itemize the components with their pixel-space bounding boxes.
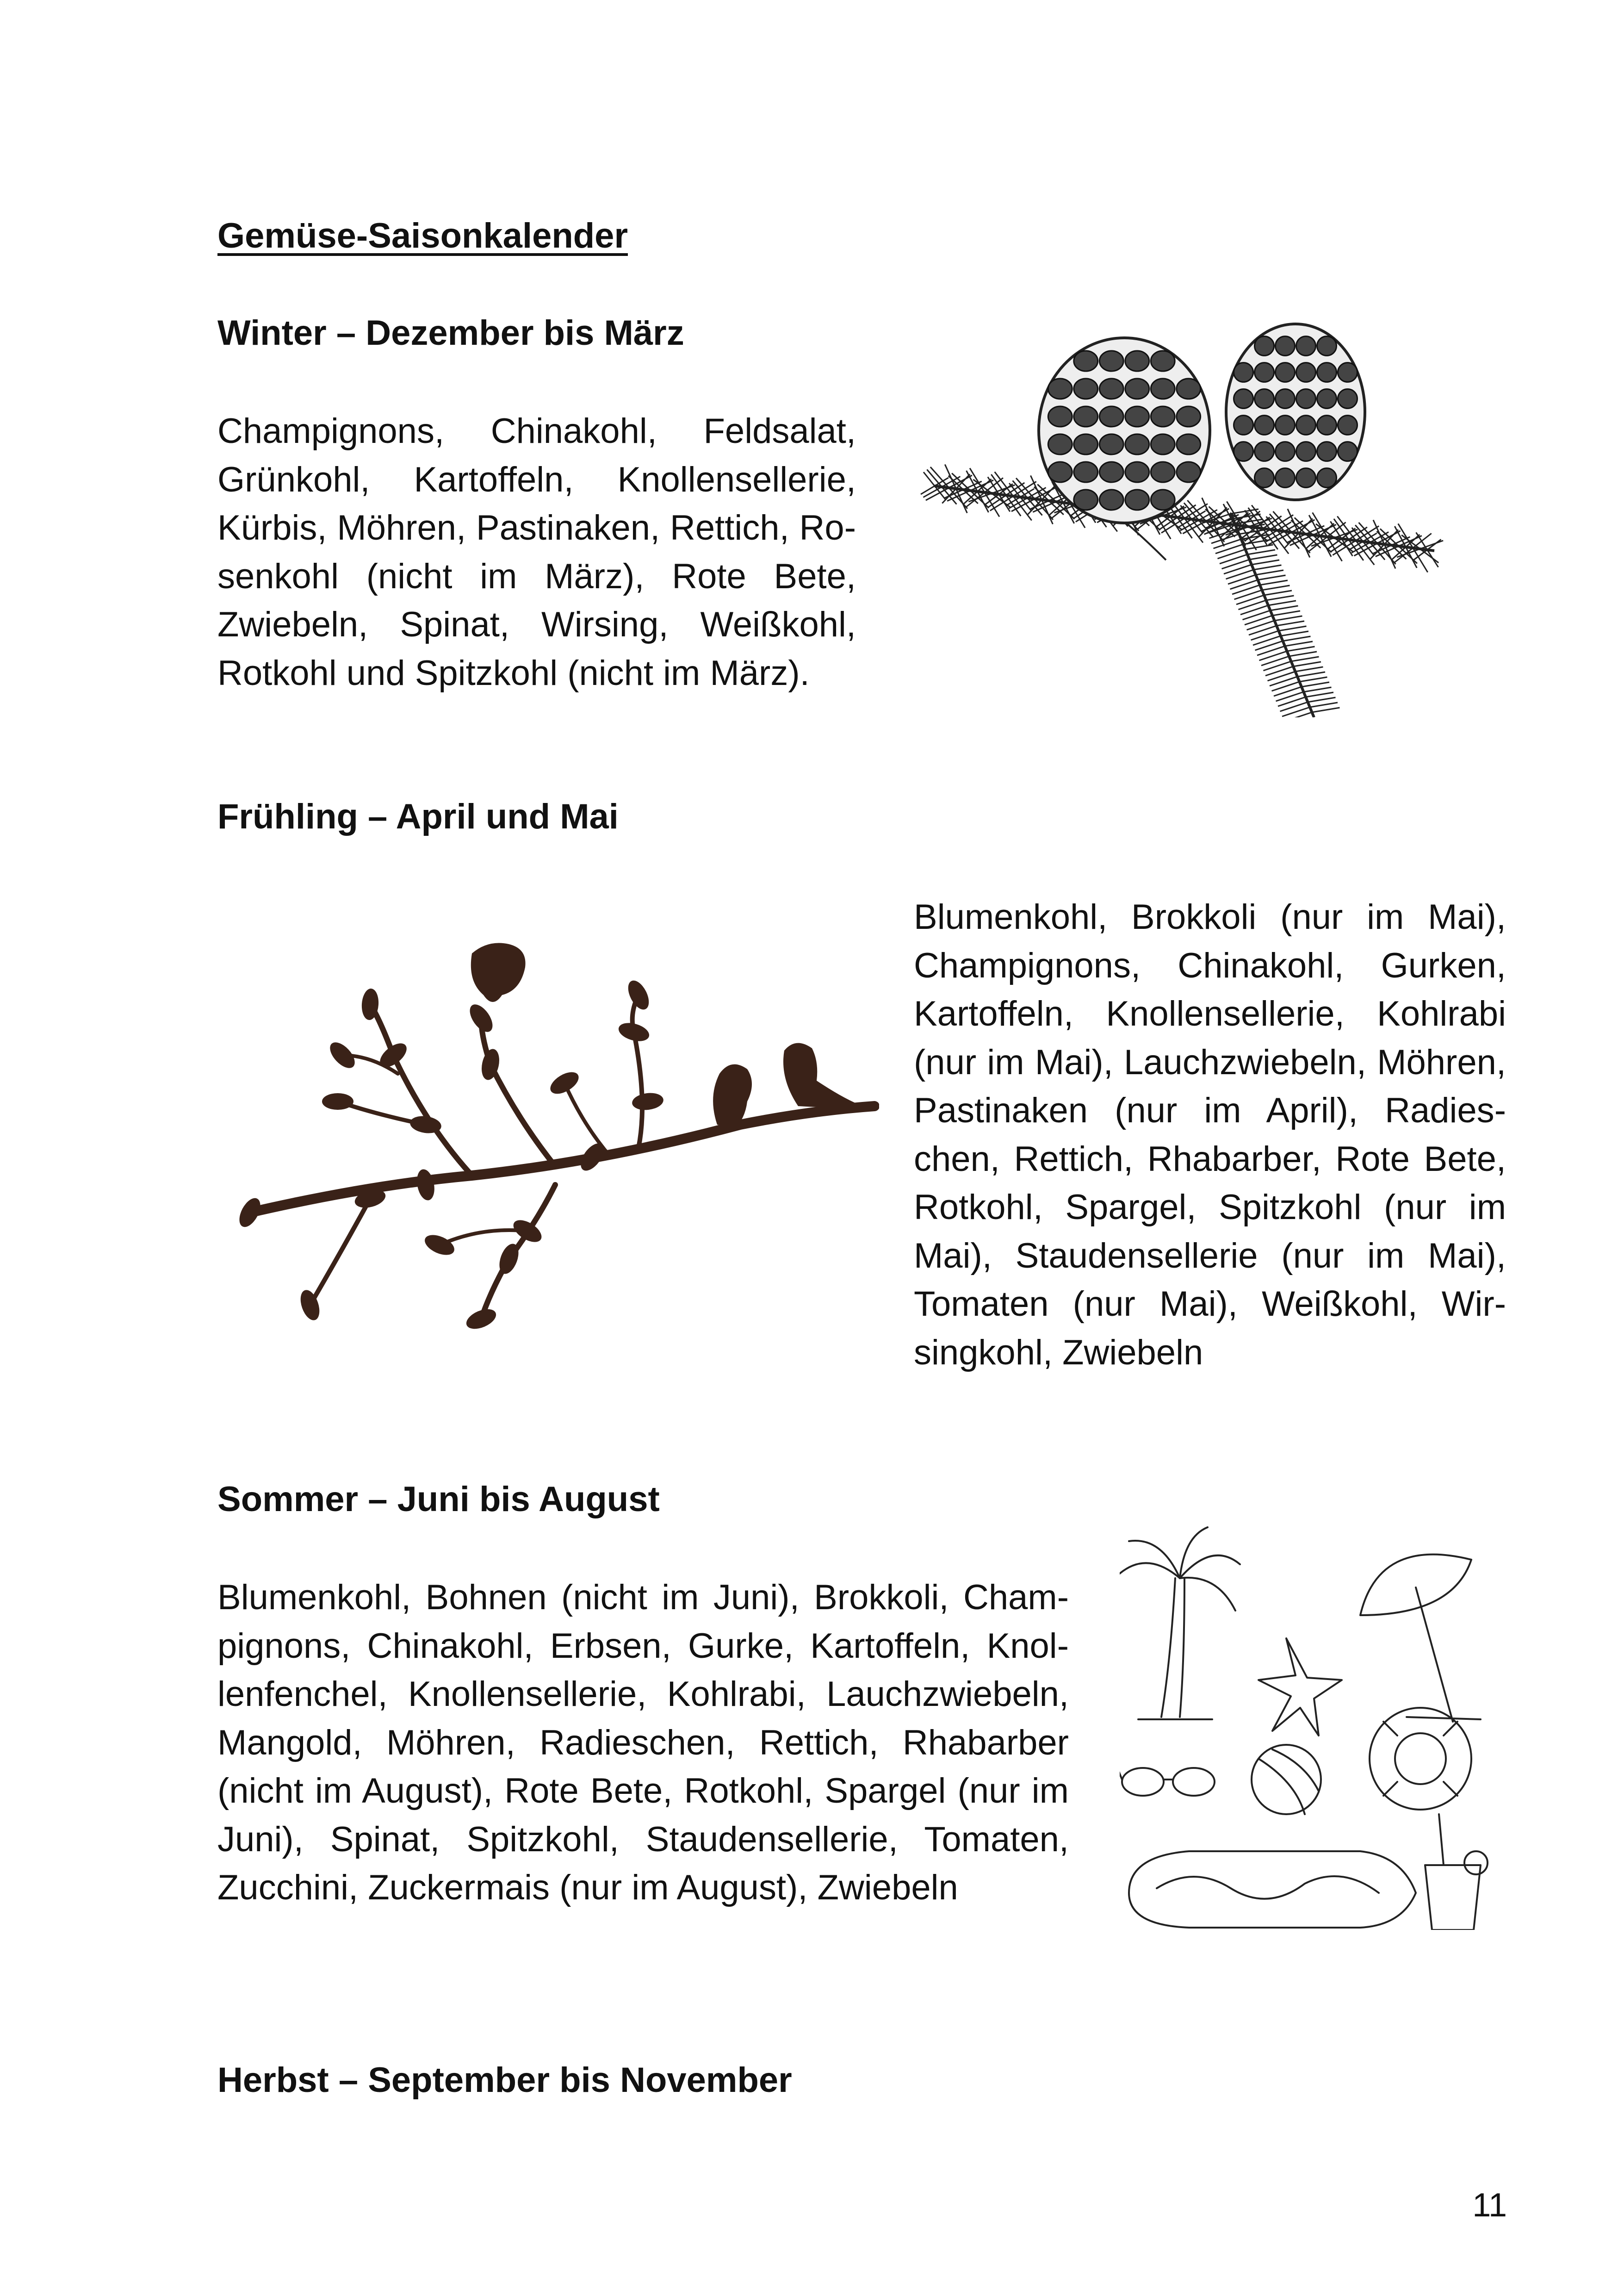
winter-heading: Winter – Dezember bis März bbox=[217, 313, 684, 353]
summer-paragraph: Blumenkohl, Bohnen (nicht im Juni), Brokkoli, Champignons, Chinakohl, Erbsen, Gurke, Kartoffeln, Knollenfenchel, Knollensellerie, Kohlrabi, Lauchzwiebeln, Mangold, Möhren, Radieschen, Rettich, Rhabarber (nicht im August), Rote Bete, Rotkohl, Spargel (nur im Juni), Spinat, Spitzkohl, Staudensellerie, Tomaten, Zucchini, Zuckermais (nur im August), Zwiebeln bbox=[217, 1578, 1069, 1907]
birds-on-branch-icon bbox=[231, 926, 879, 1365]
winter-paragraph: Champignons, Chinakohl, Feldsalat, Grünkohl, Kartoffeln, Knollensellerie, Kürbis, Möhren, Pastinaken, Rettich, Rosenkohl (nicht im März), Rote Bete, Zwiebeln, Spinat, Wirsing, Weißkohl, Rotkohl und Spitzkohl (nicht im März). bbox=[217, 411, 856, 693]
page-title: Gemüse-Saisonkalender bbox=[217, 216, 628, 255]
beach-items-icon bbox=[1120, 1523, 1490, 1930]
spring-paragraph: Blumenkohl, Brokkoli (nur im Mai), Champignons, Chinakohl, Gurken, Kartoffeln, Knollensellerie, Kohlrabi (nur im Mai), Lauchzwiebeln, Möhren, Pastinaken (nur im April), Radieschen, Rettich, Rhabarber, Rote Bete, Rotkohl, Spargel, Spitzkohl (nur im Mai), Staudensellerie (nur im Mai), Tomaten (nur Mai), Weißkohl, Wirsingkohl, Zwiebeln bbox=[914, 897, 1506, 1372]
autumn-heading: Herbst – September bis November bbox=[217, 2060, 792, 2100]
spring-heading: Frühling – April und Mai bbox=[217, 797, 619, 836]
page-number: 11 bbox=[1472, 2187, 1507, 2224]
pine-cones-icon bbox=[907, 319, 1444, 717]
summer-heading: Sommer – Juni bis August bbox=[217, 1480, 660, 1519]
